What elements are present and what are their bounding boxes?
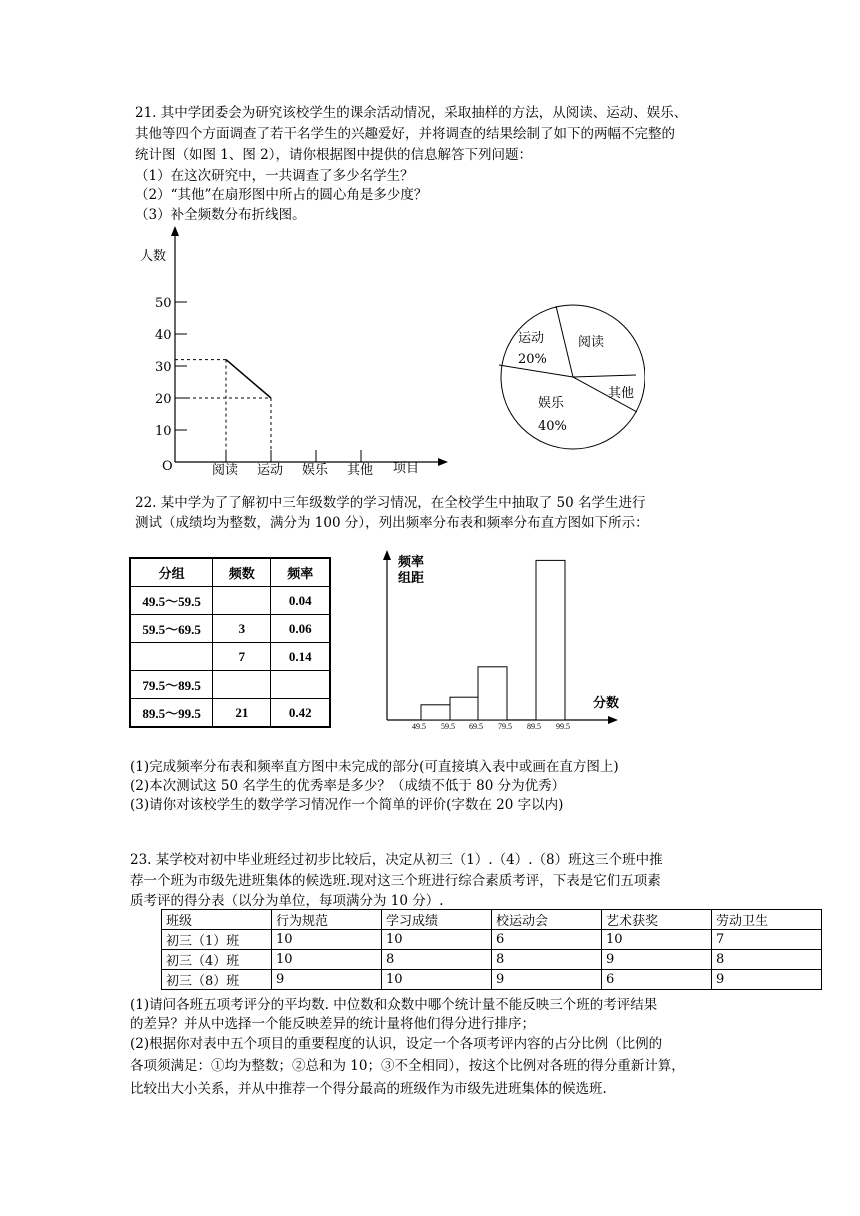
table-header-cell: 频数 <box>213 558 271 587</box>
x-tick-label: 阅读 <box>212 463 239 478</box>
table-row <box>162 970 822 990</box>
table-cell: 初三（8）班 <box>162 970 272 990</box>
activity-pie-chart <box>490 300 645 455</box>
table-cell: 3 <box>213 615 271 643</box>
table-cell: 8 <box>492 950 602 970</box>
table-cell: 初三（4）班 <box>162 950 272 970</box>
q22-intro-1: 22. 某中学为了了解初中三年级数学的学习情况，在全校学生中抽取了 50 名学生进行 <box>135 495 646 511</box>
bin-edge-label: 69.5 <box>469 722 483 731</box>
table-row <box>130 699 330 728</box>
table-header-cell: 校运动会 <box>492 910 602 930</box>
table-header-row <box>130 558 330 587</box>
table-cell: 49.5～59.5 <box>130 587 213 615</box>
x-axis-label: 项目 <box>393 461 420 476</box>
frequency-line-chart <box>130 222 460 482</box>
table-header-cell: 行为规范 <box>272 910 382 930</box>
table-cell: 6 <box>602 970 712 990</box>
table-cell: 9 <box>602 950 712 970</box>
bin-edge-label: 99.5 <box>556 722 570 731</box>
bin-edge-label: 49.5 <box>412 722 426 731</box>
x-axis-label: 分数 <box>593 696 620 711</box>
table-row <box>162 930 822 950</box>
table-cell: 10 <box>382 970 492 990</box>
table-header-cell: 学习成绩 <box>382 910 492 930</box>
table-cell: 59.5～69.5 <box>130 615 213 643</box>
table-cell <box>130 643 213 671</box>
table-cell: 0.42 <box>271 699 330 728</box>
q21-line-3: 统计图（如图 1、图 2），请你根据图中提供的信息解答下列问题： <box>135 147 533 163</box>
table-cell: 10 <box>602 930 712 950</box>
q23-question-5: 比较出大小关系，并从中推荐一个得分最高的班级作为市级先进班集体的候选班. <box>130 1081 607 1097</box>
table-cell: 89.5～99.5 <box>130 699 213 728</box>
q21-line-1: 21. 其中学团委会为研究该校学生的课余活动情况，采取抽样的方法，从阅读、运动、娱乐、 <box>135 105 688 121</box>
q22-question-3: (3)请你对该校学生的数学学习情况作一个简单的评价(字数在 20 字以内) <box>130 797 564 813</box>
q21-line-5: （2）“其他”在扇形图中所占的圆心角是多少度？ <box>135 187 428 203</box>
table-cell <box>213 671 271 699</box>
table-header-cell: 班级 <box>162 910 272 930</box>
x-tick-label: 其他 <box>347 463 374 478</box>
table-header-row <box>162 910 822 930</box>
table-cell: 7 <box>712 930 822 950</box>
q23-question-1: (1)请问各班五项考评分的平均数. 中位数和众数中哪个统计量不能反映三个班的考评结果 <box>130 997 658 1013</box>
pie-percent-entertainment: 40% <box>538 419 567 434</box>
table-row <box>130 643 330 671</box>
q23-intro-3: 质考评的得分表（以分为单位，每项满分为 10 分）. <box>130 893 444 909</box>
table-row <box>130 615 330 643</box>
bin-edge-label: 89.5 <box>527 722 541 731</box>
table-cell: 9 <box>272 970 382 990</box>
bin-edge-label: 59.5 <box>441 722 455 731</box>
table-cell: 0.04 <box>271 587 330 615</box>
x-tick-label: 运动 <box>257 463 284 478</box>
q23-question-4: 各项须满足：①均为整数；②总和为 10；③不全相同），按这个比例对各班的得分重新计算， <box>130 1058 685 1074</box>
pie-divider-1 <box>556 306 573 377</box>
pie-label-reading: 阅读 <box>578 335 605 350</box>
q21-line-6: （3）补全频数分布折线图。 <box>135 207 306 223</box>
histogram-bar <box>478 667 507 720</box>
x-axis-arrow <box>438 458 448 466</box>
y-axis-arrow <box>383 550 391 560</box>
table-cell: 初三（1）班 <box>162 930 272 950</box>
q22-question-1: (1)完成频率分布表和频率直方图中未完成的部分(可直接填入表中或画在直方图上) <box>130 759 619 775</box>
pie-percent-sport: 20% <box>518 352 547 367</box>
class-score-table <box>161 909 822 990</box>
x-tick-label: 娱乐 <box>302 463 329 478</box>
table-cell: 79.5～89.5 <box>130 671 213 699</box>
pie-label-entertainment: 娱乐 <box>538 396 565 411</box>
q21-line-4: （1）在这次研究中，一共调查了多少名学生？ <box>135 168 414 184</box>
q22-intro-2: 测试（成绩均为整数，满分为 100 分），列出频率分布表和频率分布直方图如下所示： <box>135 515 649 531</box>
y-tick-label: 40 <box>155 328 172 343</box>
table-cell: 10 <box>272 930 382 950</box>
q23-question-3: (2)根据你对表中五个项目的重要程度的认识，设定一个各项考评内容的占分比例（比例的 <box>130 1036 663 1052</box>
table-cell: 8 <box>712 950 822 970</box>
table-cell: 8 <box>382 950 492 970</box>
table-cell: 10 <box>382 930 492 950</box>
pie-label-sport: 运动 <box>518 331 545 346</box>
histogram-bar <box>536 560 565 720</box>
histogram-bar <box>421 705 450 720</box>
y-axis-label: 人数 <box>140 249 167 264</box>
table-cell: 21 <box>213 699 271 728</box>
q21-line-2: 其他等四个方面调查了若干名学生的兴趣爱好，并将调查的结果绘制了如下的两幅不完整的 <box>135 126 675 142</box>
y-label-top: 频率 <box>398 555 425 570</box>
frequency-table <box>129 557 331 728</box>
table-cell: 9 <box>712 970 822 990</box>
y-tick-label: 20 <box>155 392 172 407</box>
q23-question-2: 的差异？并从中选择一个能反映差异的统计量将他们得分进行排序； <box>130 1016 535 1032</box>
origin-label: O <box>162 459 173 474</box>
q22-question-2: (2)本次测试这 50 名学生的优秀率是多少？（成绩不低于 80 分为优秀） <box>130 778 566 794</box>
table-cell: 6 <box>492 930 602 950</box>
table-cell <box>271 671 330 699</box>
q23-intro-2: 荐一个班为市级先进班集体的候选班.现对这三个班进行综合素质考评，下表是它们五项素 <box>130 873 661 889</box>
series-line <box>226 360 271 398</box>
table-cell: 10 <box>272 950 382 970</box>
table-cell: 0.14 <box>271 643 330 671</box>
bin-edge-label: 79.5 <box>498 722 512 731</box>
q23-intro-1: 23. 某学校对初中毕业班经过初步比较后，决定从初三（1）.（4）.（8）班这三个班中推 <box>130 852 663 868</box>
y-label-bottom: 组距 <box>398 571 425 586</box>
table-row <box>162 950 822 970</box>
table-cell <box>213 587 271 615</box>
y-tick-label: 50 <box>155 296 172 311</box>
table-row <box>130 671 330 699</box>
table-header-cell: 频率 <box>271 558 330 587</box>
histogram-bar <box>450 697 478 720</box>
table-cell: 9 <box>492 970 602 990</box>
pie-divider-3 <box>573 375 636 377</box>
pie-label-other: 其他 <box>608 386 635 401</box>
y-tick-label: 30 <box>155 360 172 375</box>
frequency-histogram <box>380 545 640 735</box>
table-cell: 0.06 <box>271 615 330 643</box>
table-header-cell: 劳动卫生 <box>712 910 822 930</box>
table-cell: 7 <box>213 643 271 671</box>
x-axis-arrow <box>608 716 618 724</box>
table-header-cell: 分组 <box>130 558 213 587</box>
table-row <box>130 587 330 615</box>
y-axis-arrow <box>171 226 179 236</box>
y-tick-label: 10 <box>155 424 172 439</box>
table-header-cell: 艺术获奖 <box>602 910 712 930</box>
